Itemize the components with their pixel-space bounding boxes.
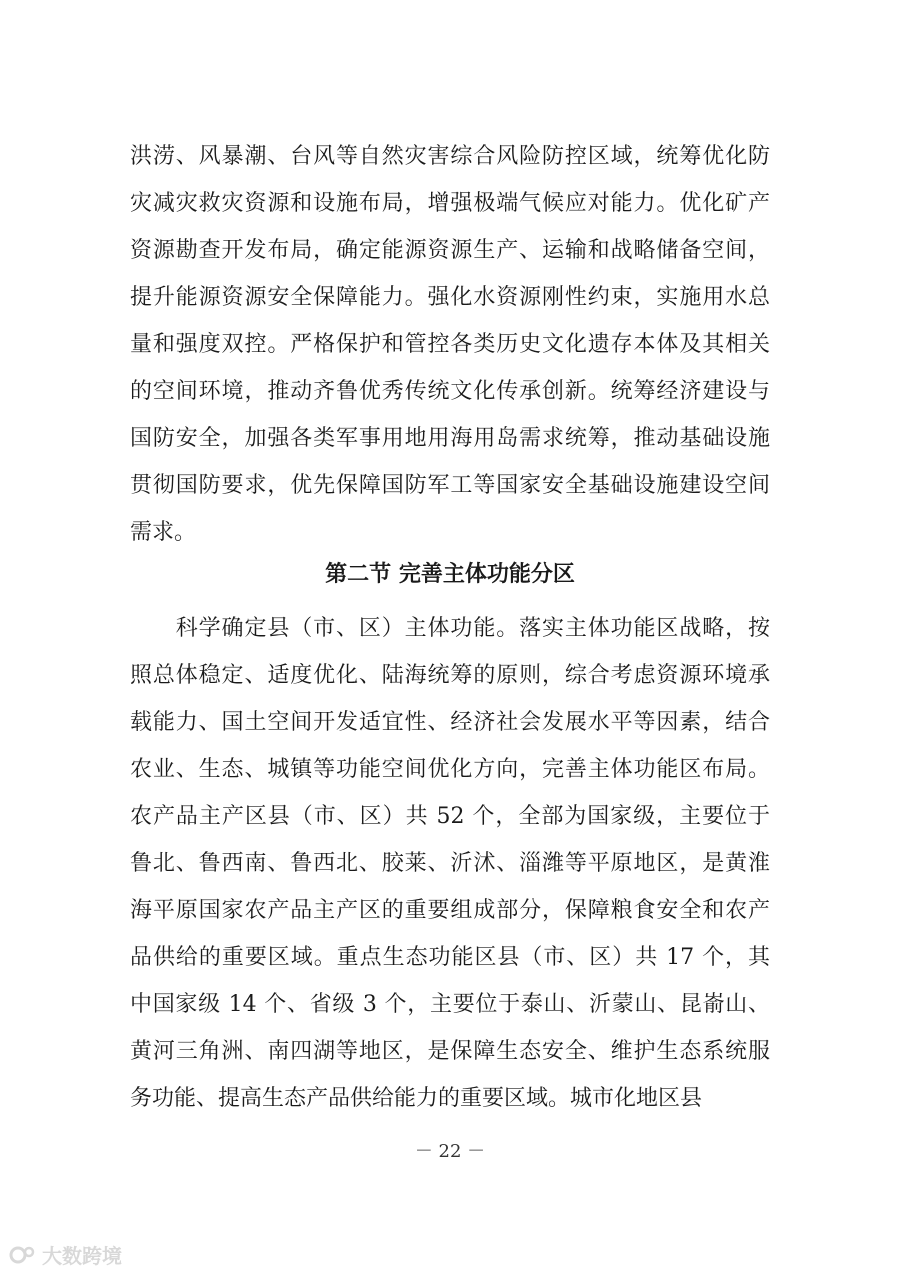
- watermark: [8, 1240, 122, 1269]
- text-line: 务功能、提高生态产品供给能力的重要区域。城市化地区县: [130, 1086, 703, 1111]
- text-line: 洪涝、风暴潮、台风等自然灾害综合风险防控区域，统筹优化防: [130, 144, 770, 169]
- text-line: 需求。: [130, 520, 197, 545]
- text-line: 的空间环境，推动齐鲁优秀传统文化传承创新。统筹经济建设与: [130, 379, 770, 404]
- text-line: 黄河三角洲、南四湖等地区，是保障生态安全、维护生态系统服: [130, 1039, 770, 1064]
- text-line: 海平原国家农产品主产区的重要组成部分，保障粮食安全和农产: [130, 898, 770, 923]
- watermark-text: 大数跨境: [42, 1244, 122, 1268]
- text-line: 提升能源资源安全保障能力。强化水资源刚性约束，实施用水总: [130, 285, 770, 310]
- text-line: 灾减灾救灾资源和设施布局，增强极端气候应对能力。优化矿产: [130, 191, 770, 216]
- text-line: 载能力、国土空间开发适宜性、经济社会发展水平等因素，结合: [130, 710, 770, 735]
- page-number: － 22 －: [414, 1141, 486, 1162]
- text-line: 资源勘查开发布局，确定能源资源生产、运输和战略储备空间，: [130, 238, 770, 263]
- text-line: 贯彻国防要求，优先保障国防军工等国家安全基础设施建设空间: [130, 473, 770, 498]
- text-line: 品供给的重要区域。重点生态功能区县（市、区）共 17 个，其: [130, 945, 770, 970]
- text-line: 量和强度双控。严格保护和管控各类历史文化遗存本体及其相关: [130, 332, 770, 357]
- text-line: 照总体稳定、适度优化、陆海统筹的原则，综合考虑资源环境承: [130, 663, 770, 688]
- text-line: 鲁北、鲁西南、鲁西北、胶莱、沂沭、淄潍等平原地区，是黄淮: [130, 851, 770, 876]
- text-line: 农业、生态、城镇等功能空间优化方向，完善主体功能区布局。: [130, 757, 770, 782]
- section-heading: 第二节 完善主体功能分区: [325, 562, 575, 587]
- text-line: 农产品主产区县（市、区）共 52 个，全部为国家级，主要位于: [130, 804, 770, 829]
- text-line: 国防安全，加强各类军事用地用海用岛需求统筹，推动基础设施: [130, 426, 770, 451]
- watermark-logo-icon: [8, 1244, 38, 1266]
- text-line: 中国家级 14 个、省级 3 个，主要位于泰山、沂蒙山、昆嵛山、: [130, 992, 770, 1017]
- text-line: 科学确定县（市、区）主体功能。落实主体功能区战略，按: [130, 616, 770, 641]
